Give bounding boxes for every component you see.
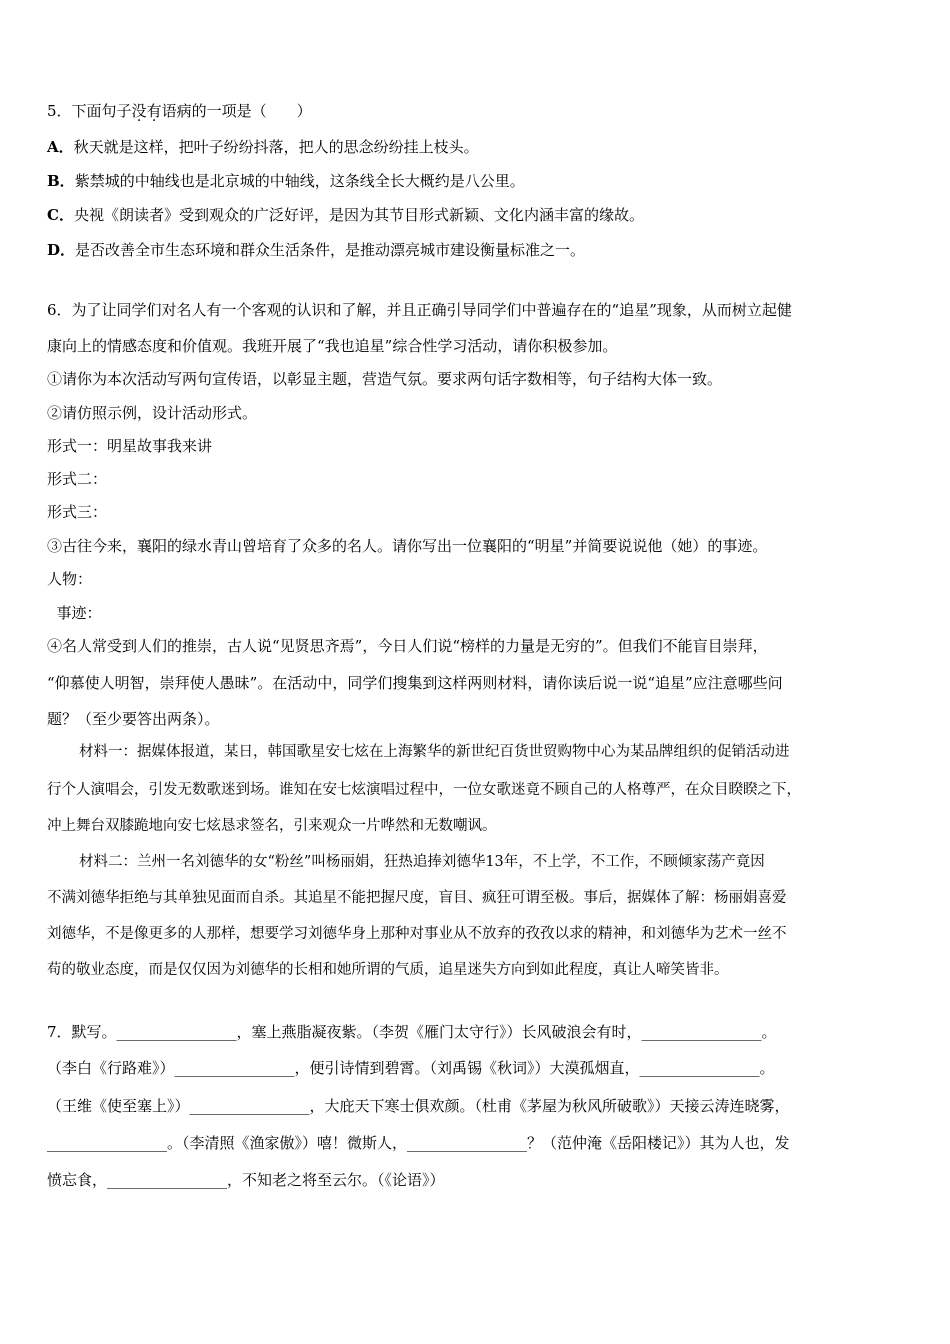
q5-option-a (47, 137, 479, 157)
q5-stem-post: 语病的一项是（ ） (161, 102, 312, 120)
q5-option-d (47, 240, 585, 260)
q5-option-c-text: 央视《朗读者》受到观众的广泛好评，是因为其节目形式新颖、文化内涵丰富的缘故。 (73, 206, 644, 224)
q5-option-c (47, 205, 644, 225)
q5-stem-pre: 5．下面句子 (47, 102, 132, 120)
q6-line: “仰慕使人明智，崇拜使人愚昧”。在活动中，同学们搜集到这样两则材料，请你读后说一说“追星”应注意哪些问 (47, 674, 783, 692)
q6-deeds-label: 事迹： (47, 604, 102, 622)
q5-option-b-text: 紫禁城的中轴线也是北京城的中轴线，这条线全长大概约是八公里。 (74, 172, 525, 190)
q6-line: 6．为了让同学们对名人有一个客观的认识和了解，并且正确引导同学们中普遍存在的“追星”现象，从而树立起健 (47, 301, 792, 319)
q7-line: （王维《使至塞上》）________________，大庇天下寒士俱欢颜。（杜甫《茅屋为秋风所破歌》）天接云涛连晓雾， (47, 1097, 790, 1115)
q7-line: ________________。（李清照《渔家傲》）嘻！微斯人，________________？（范仲淹《岳阳楼记》）其为人也，发 (47, 1134, 790, 1152)
q6-material-line: 冲上舞台双膝跪地向安七炫恳求签名，引来观众一片哗然和无数嘲讽。 (47, 818, 497, 834)
q7-line: （李白《行路难》）________________，便引诗情到碧霄。（刘禹锡《秋词》）大漠孤烟直，________________。 (47, 1059, 775, 1077)
q5-option-c-letter: C． (47, 206, 74, 224)
q7-line: 7．默写。________________，塞上燕脂凝夜紫。（李贺《雁门太守行》）长风破浪会有时，________________。 (47, 1023, 777, 1041)
q6-person-label: 人物： (47, 570, 93, 588)
q6-material-line: 材料二：兰州一名刘德华的女“粉丝”叫杨丽娟，狂热追捧刘德华13年，不上学，不工作，不顾倾家荡产竟因 (79, 854, 765, 870)
q6-line: ②请仿照示例，设计活动形式。 (47, 404, 258, 422)
q6-form-one: 形式一：明星故事我来讲 (47, 437, 213, 455)
q5-stem (47, 101, 312, 121)
q5-emphasis-char-2: 有 (146, 102, 162, 120)
q5-option-b (47, 171, 525, 191)
q5-option-d-letter: D． (47, 241, 76, 259)
q6-material-line: 不满刘德华拒绝与其单独见面而自杀。其追星不能把握尺度，盲目、疯狂可谓至极。事后，据媒体了解：杨丽娟喜爱 (47, 890, 787, 906)
q6-form-two: 形式二： (47, 470, 108, 488)
q5-option-d-text: 是否改善全市生态环境和群众生活条件，是推动漂亮城市建设衡量标准之一。 (75, 241, 586, 259)
q6-line: ④名人常受到人们的推崇，古人说“见贤思齐焉”，今日人们说“榜样的力量是无穷的”。但我们不能盲目崇拜， (47, 637, 768, 655)
q6-material-line: 材料一：据媒体报道，某日，韩国歌星安七炫在上海繁华的新世纪百货世贸购物中心为某品牌组织的促销活动进 (79, 744, 790, 760)
q6-line: ③古往今来，襄阳的绿水青山曾培育了众多的名人。请你写出一位襄阳的“明星”并简要说说他（她）的事迹。 (47, 537, 768, 555)
q5-option-b-letter: B． (47, 172, 75, 190)
q6-line: 康向上的情感态度和价值观。我班开展了“我也追星”综合性学习活动，请你积极参加。 (47, 337, 618, 355)
q5-emphasis-char-1: 没 (131, 102, 147, 120)
q6-material-line: 苟的敬业态度，而是仅仅因为刘德华的长相和她所谓的气质，追星迷失方向到如此程度，真让人啼笑皆非。 (47, 962, 729, 978)
q6-material-line: 行个人演唱会，引发无数歌迷到场。谁知在安七炫演唱过程中，一位女歌迷竟不顾自己的人格尊严，在众目睽睽之下， (47, 782, 801, 798)
q6-line: ①请你为本次活动写两句宣传语，以彰显主题，营造气氛。要求两句话字数相等，句子结构大体一致。 (47, 370, 723, 388)
q5-option-a-letter: A． (47, 138, 74, 156)
q6-form-three: 形式三： (47, 503, 108, 521)
q7-line: 愤忘食，________________，不知老之将至云尔。（《论语》） (47, 1171, 445, 1189)
q6-line: 题？（至少要答出两条）。 (47, 710, 220, 728)
q5-option-a-text: 秋天就是这样，把叶子纷纷抖落，把人的思念纷纷挂上枝头。 (73, 138, 479, 156)
q6-material-line: 刘德华，不是像更多的人那样，想要学习刘德华身上那种对事业从不放弃的孜孜以求的精神，和刘德华为艺术一丝不 (47, 926, 787, 942)
